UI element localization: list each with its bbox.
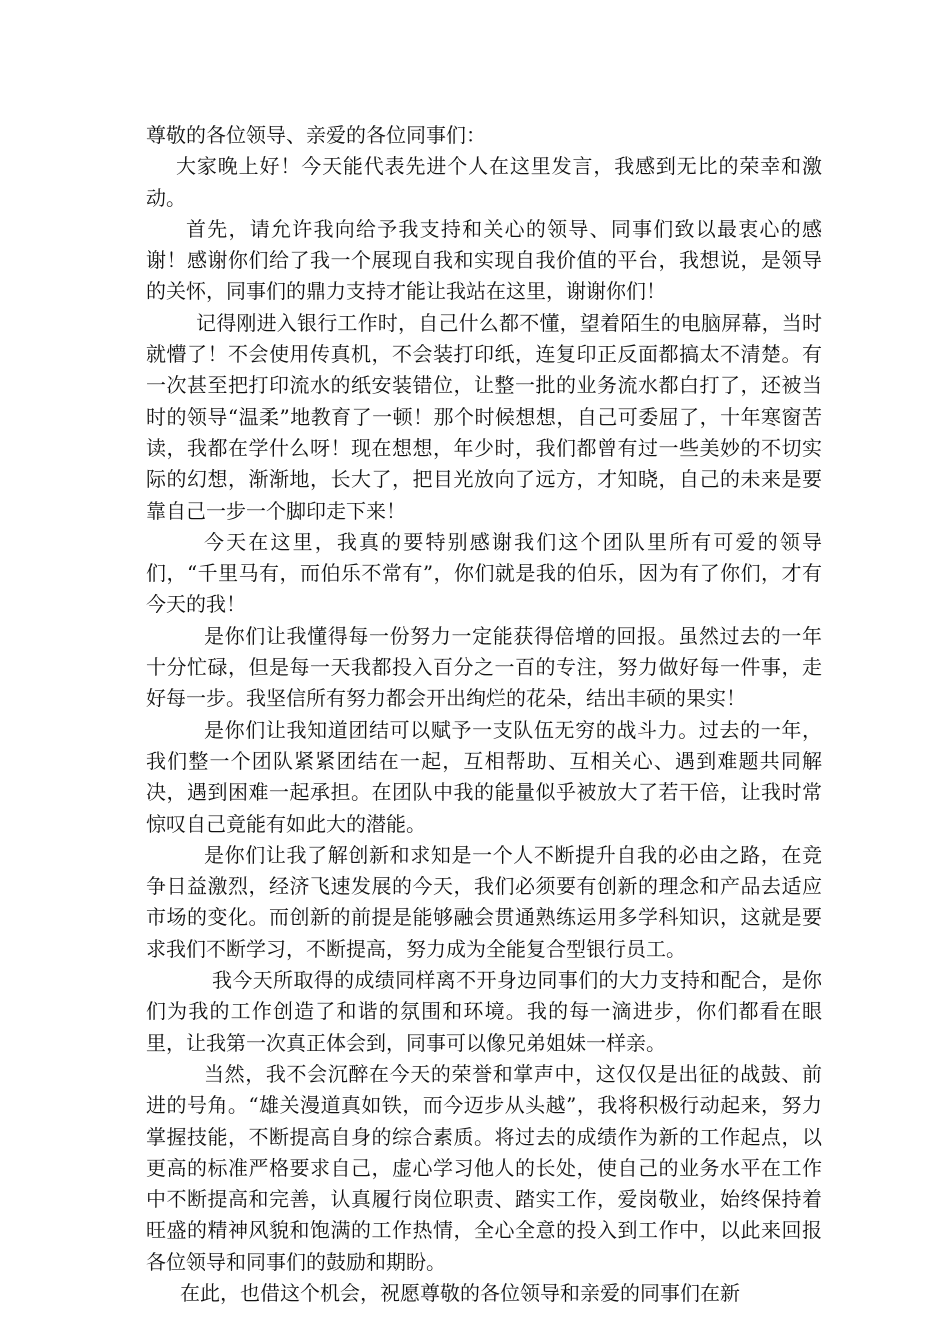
paragraph-leaders: 今天在这里，我真的要特别感谢我们这个团队里所有可爱的领导们，“千里马有，而伯乐不常有”，你们就是我的伯乐，因为有了你们，才有今天的我！ xyxy=(146,529,822,617)
salutation: 尊敬的各位领导、亲爱的各位同事们： xyxy=(146,123,486,147)
paragraph-thanks: 首先，请允许我向给予我支持和关心的领导、同事们致以最衷心的感谢！感谢你们给了我一个展现自我和实现自我价值的平台，我想说，是领导的关怀，同事们的鼎力支持才能让我站在这里，谢谢你们！ xyxy=(146,216,822,304)
paragraph-memories: 记得刚进入银行工作时，自己什么都不懂，望着陌生的电脑屏幕，当时就懵了！不会使用传真机，不会装打印纸，连复印正反面都搞太不清楚。有一次甚至把打印流水的纸安装错位，让整一批的业务流水都白打了，还被当时的领导“温柔”地教育了一顿！那个时候想想，自己可委屈了，十年寒窗苦读，我都在学什么呀！现在想想，年少时，我们都曾有过一些美妙的不切实际的幻想，渐渐地，长大了，把目光放向了远方，才知晓，自己的未来是要靠自己一步一个脚印走下来！ xyxy=(146,310,822,523)
paragraph-commitment: 当然，我不会沉醉在今天的荣誉和掌声中，这仅仅是出征的战鼓、前进的号角。“雄关漫道真如铁，而今迈步从头越”，我将积极行动起来，努力掌握技能，不断提高自身的综合素质。将过去的成绩作为新的工作起点，以更高的标准严格要求自己，虚心学习他人的长处，使自己的业务水平在工作中不断提高和完善，认真履行岗位职责、踏实工作，爱岗敬业，始终保持着旺盛的精神风貌和饱满的工作热情，全心全意的投入到工作中，以此来回报各位领导和同事们的鼓励和期盼。 xyxy=(146,1061,822,1274)
paragraph-innovation: 是你们让我了解创新和求知是一个人不断提升自我的必由之路，在竞争日益激烈，经济飞速发展的今天，我们必须要有创新的理念和产品去适应市场的变化。而创新的前提是能够融会贯通熟练运用多学科知识，这就是要求我们不断学习，不断提高，努力成为全能复合型银行员工。 xyxy=(146,842,822,961)
paragraph-effort: 是你们让我懂得每一份努力一定能获得倍增的回报。虽然过去的一年十分忙碌，但是每一天我都投入百分之一百的专注，努力做好每一件事，走好每一步。我坚信所有努力都会开出绚烂的花朵，结出丰硕的果实！ xyxy=(146,623,822,711)
paragraph-wishes: 在此，也借这个机会，祝愿尊敬的各位领导和亲爱的同事们在新 xyxy=(180,1280,740,1305)
paragraph-teamwork: 是你们让我知道团结可以赋予一支队伍无穷的战斗力。过去的一年，我们整一个团队紧紧团结在一起，互相帮助、互相关心、遇到难题共同解决，遇到困难一起承担。在团队中我的能量似乎被放大了若干倍，让我时常惊叹自己竟能有如此大的潜能。 xyxy=(146,717,822,836)
speech-body xyxy=(146,120,822,1309)
paragraph-greeting: 大家晚上好！今天能代表先进个人在这里发言，我感到无比的荣幸和激动。 xyxy=(146,154,822,210)
paragraph-colleagues: 我今天所取得的成绩同样离不开身边同事们的大力支持和配合，是你们为我的工作创造了和谐的氛围和环境。我的每一滴进步，你们都看在眼里，让我第一次真正体会到，同事可以像兄弟姐妹一样亲。 xyxy=(146,968,822,1055)
